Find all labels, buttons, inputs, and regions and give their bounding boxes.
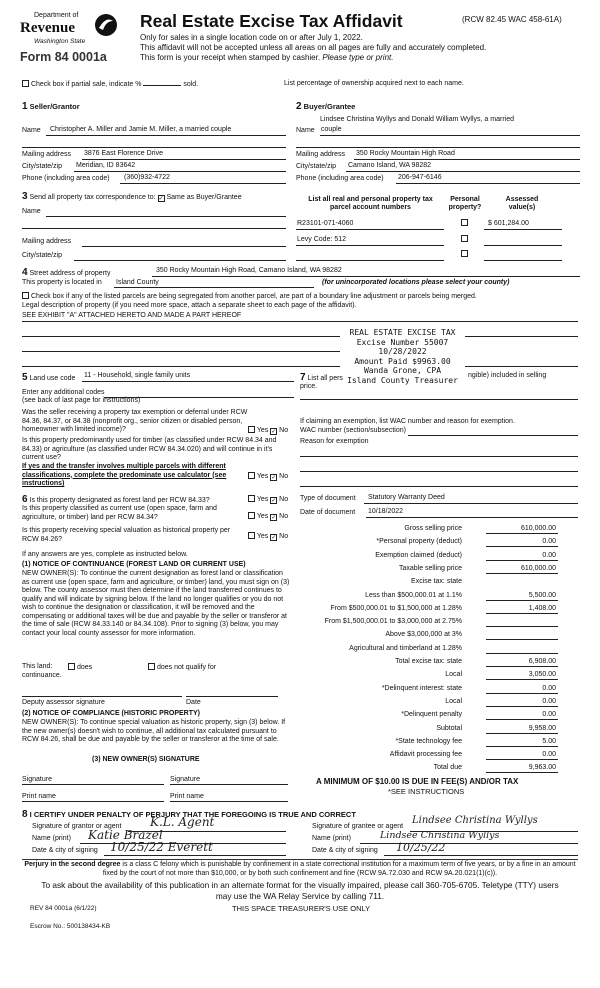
tax-row: [300, 698, 590, 709]
personal-h1: Personal: [450, 196, 480, 203]
q1-yes-checkbox[interactable]: [248, 426, 255, 433]
grantee-sig-label: Signature of grantee or agent: [312, 823, 404, 830]
notice-continuance-text: NEW OWNER(S): To continue the current designation as forest land or classification as current use (open space, farm and agriculture, or timber) land, you must sign on (3) below. The county assessor must then determine if the land transferred continues to qualify and will indicate by signing below. If the land no longer qualifies or you do not wish to continue the designation or classification, it will be removed and the compensating or additional taxes will be due and payable by the seller or transferor at the time of sale (RCW 84.33.140 or 84.34.108). Prior to signing (3) below, you may contact your local county assessor for more information.: [22, 570, 290, 637]
land-use-code-field[interactable]: 11 - Household, single family units: [84, 372, 191, 379]
forest-q3-no-label: No: [279, 533, 289, 540]
tax-row: [300, 685, 590, 696]
tax-row-label: Total due: [433, 764, 462, 772]
seller-mail-field[interactable]: 3876 East Florence Drive: [84, 150, 163, 157]
tax-row-value[interactable]: 0.00: [486, 538, 558, 547]
personal-h2: property?: [448, 204, 482, 212]
tax-row-label: *Delinquent interest: state: [381, 684, 462, 692]
tax-row-value[interactable]: 0.00: [486, 685, 558, 694]
q1-no-checkbox[interactable]: ✓: [271, 429, 277, 435]
tax-row: [300, 578, 590, 589]
personal-property-label: [300, 372, 343, 384]
tax-row-value[interactable]: [486, 578, 558, 586]
seller-phone-label: Phone (including area code): [22, 175, 110, 182]
notice-continuance-heading: (1) NOTICE OF CONTINUANCE (FOREST LAND OR CURRENT USE): [22, 561, 246, 568]
street-label-text: Street address of property: [29, 270, 111, 277]
tax-row: [300, 645, 590, 656]
tax-row: [300, 738, 590, 749]
assessed-h1: Assessed: [505, 196, 539, 203]
header-line3-b: Please type or print.: [322, 53, 394, 62]
tax-row-value[interactable]: [486, 631, 558, 640]
tax-row: [300, 764, 590, 775]
parcel-h1b: parcel account numbers: [330, 204, 411, 212]
stamp-line-6: Island County Treasurer: [347, 375, 458, 385]
county-field[interactable]: Island County: [116, 279, 159, 286]
escrow-number: Escrow No.: 500138434-KB: [30, 923, 111, 930]
tax-row-value[interactable]: 6,908.00: [486, 658, 558, 667]
partial-sale-row: [22, 80, 198, 89]
doesnot-row: [148, 663, 216, 672]
grantor-date-city[interactable]: 10/25/22 Everett: [110, 840, 213, 854]
form-rcw: (RCW 82.45 WAC 458-61A): [462, 15, 562, 24]
tax-row-label: Less than $500,000.01 at 1.1%: [365, 591, 462, 599]
tax-row: [300, 618, 590, 629]
logo-state: Washington State: [34, 38, 86, 45]
seller-heading: [22, 101, 80, 113]
tax-row-value[interactable]: 0.00: [486, 711, 558, 720]
buyer-heading-text: Buyer/Grantee: [303, 102, 356, 111]
grantor-sig-label: Signature of grantor or agent: [32, 823, 122, 830]
forest-q2-yes-label: Yes: [256, 513, 269, 520]
tax-row-value[interactable]: 0.00: [486, 552, 558, 561]
forest-q1-yes[interactable]: [248, 495, 255, 502]
forest-q1-text: Is this property designated as forest land per RCW 84.33?: [29, 497, 210, 504]
wac-number-label: WAC number (section/subsection): [300, 427, 406, 434]
owner-print-label-1: Print name: [22, 793, 56, 800]
tax-row-label: Affidavit processing fee: [389, 751, 462, 759]
parcel-header: [298, 196, 443, 212]
buyer-city-field[interactable]: Camano Island, WA 98282: [348, 162, 432, 169]
tax-row-value[interactable]: [486, 645, 558, 654]
grantee-date-label: Date & city of signing: [312, 847, 378, 854]
levy-code-field[interactable]: Levy Code: 512: [297, 236, 347, 243]
forest-q2: Is this property classified as current use (open space, farm and agriculture, or timber) land per RCW 84.34?: [22, 505, 217, 521]
tax-row-label: Gross selling price: [404, 525, 462, 532]
street-label: [22, 267, 110, 279]
exemption-question: Was the seller receiving a property tax exemption or deferral under RCW 84.36, 84.37, or 84.38 (nonprofit org., senior citizen or disabled person, homeowner with limited income)?: [22, 409, 248, 433]
correspondence-row: [22, 191, 242, 203]
q2-yesno: [248, 472, 288, 481]
corr-num: 3: [22, 191, 28, 202]
forest-q2-yesno: [248, 512, 288, 521]
reason-label: Reason for exemption: [300, 438, 369, 445]
forest-q1-no[interactable]: ✓: [271, 498, 277, 504]
stamp-line-2: Excise Number 55007: [356, 337, 449, 347]
tax-row: [300, 711, 590, 722]
corr-label: Send all property tax correspondence to:: [29, 194, 156, 201]
buyer-mail-label: Mailing address: [296, 151, 346, 158]
personal-property-label-b: ngible) included in selling: [468, 372, 547, 379]
doc-date-label: Date of document: [300, 509, 356, 516]
owner-print-label-2: Print name: [170, 793, 204, 800]
header-line3: [140, 53, 393, 62]
form-number: Form 84 0001a: [20, 50, 107, 64]
forest-q3-no[interactable]: ✓: [271, 535, 277, 541]
doc-type-label: Type of document: [300, 495, 356, 502]
does-not-qualify-checkbox[interactable]: [148, 663, 155, 670]
grantee-name-label: Name (print): [312, 835, 351, 842]
land-use-label: Land use code: [29, 375, 76, 382]
stamp-line-1: REAL ESTATE EXCISE TAX: [349, 328, 456, 337]
parcel-h1: List all real and personal property tax: [308, 196, 433, 203]
tax-row-label: Local: [445, 671, 462, 679]
stamp-line-3: 10/28/2022: [378, 347, 427, 356]
tax-row-label: *Delinquent penalty: [401, 711, 462, 719]
unincorporated-note: (for unincorporated locations please select your county): [322, 279, 510, 286]
doc-date-field[interactable]: 10/18/2022: [368, 508, 404, 515]
stamp-line-4: Amount Paid $9963.00: [354, 356, 451, 366]
exemption-wac-label: If claiming an exemption, list WAC number and reason for exemption.: [300, 418, 515, 425]
alternate-format-note: To ask about the availability of this publication in an alternate format for the visually impaired, please call 360-705-6705. Teletype (TTY) users may use the WA Relay Service by calling 711.: [41, 880, 559, 901]
tax-row: [300, 605, 590, 616]
buyer-name-field-2[interactable]: couple: [321, 126, 342, 133]
located-label: This property is located in: [22, 279, 102, 286]
tax-row-value[interactable]: 0.00: [486, 698, 558, 707]
tax-row-value[interactable]: 3,050.00: [486, 671, 558, 680]
tax-row: [300, 552, 590, 563]
segregated-label: Check box if any of the listed parcels are being segregated from another parcel, are part of a boundary line adjustment or parcels being merged.: [30, 293, 477, 300]
logo-revenue: Revenue: [20, 20, 75, 36]
continuance-label: continuance.: [22, 672, 62, 679]
tax-row-label: From $500,000.01 to $1,500,000 at 1.28%: [330, 604, 462, 612]
owner-signature-label-2: Signature: [170, 776, 200, 783]
perjury-note: [22, 861, 578, 878]
notice-compliance-heading: (2) NOTICE OF COMPLIANCE (HISTORIC PROPERTY): [22, 710, 200, 717]
revenue-logo-icon: [94, 12, 118, 38]
assessed-h2: value(s): [508, 204, 536, 212]
predominate-use-note: If yes and the transfer involves multiple parcels with different classifications, complete the predominate use calculator (see instructions): [22, 463, 227, 487]
certify-label: I CERTIFY UNDER PENALTY OF PERJURY THAT THE FOREGOING IS TRUE AND CORRECT: [29, 810, 356, 819]
does-row: [68, 663, 92, 672]
seller-city-label: City/state/zip: [22, 163, 63, 170]
does-qualify-checkbox[interactable]: [68, 663, 75, 670]
tax-row: [300, 565, 590, 576]
timber-question: Is this property predominantly used for timber (as classified under RCW 84.34 and 84.33) or agriculture (as classified under RCW 84.34.020) and will continue in it's current use?: [22, 437, 277, 461]
buyer-phone-label: Phone (including area code): [296, 175, 384, 182]
tax-row-value[interactable]: 1,408.00: [486, 605, 558, 614]
seller-heading-text: Seller/Grantor: [29, 102, 80, 111]
tax-row: [300, 538, 590, 549]
perjury-text: is a class C felony which is punishable by confinement in a state correctional institution for a maximum term of five years, or by a fine in an amount fixed by the court of not more than $10,000, or by both such confinement and fine (RCW 9A.72.030 and RCW 9A.20.021(1)(c)).: [102, 861, 576, 877]
dor-logo: [18, 10, 128, 70]
land-num: 5: [22, 372, 28, 383]
q1-no-label: No: [279, 427, 289, 434]
same-as-buyer-label: Same as Buyer/Grantee: [166, 194, 242, 201]
new-owner-signature-heading: (3) NEW OWNER(S) SIGNATURE: [92, 756, 200, 763]
this-land-label: This land:: [22, 663, 53, 670]
seller-city-field[interactable]: Meridian, ID 83642: [76, 162, 136, 169]
buyer-mail-field[interactable]: 350 Rocky Mountain High Road: [356, 150, 455, 157]
tax-row-label: *State technology fee: [395, 737, 462, 745]
tax-row-label: Exemption claimed (deduct): [375, 551, 462, 559]
tax-row-label: Agricultural and timberland at 1.28%: [349, 644, 462, 652]
personal-property-checkbox-2[interactable]: [461, 235, 468, 242]
grantor-name-print[interactable]: Katie Brazel: [88, 828, 163, 842]
buyer-phone-field[interactable]: 206-947-6146: [398, 174, 442, 181]
additional-codes-label: Enter any additional codes: [22, 389, 105, 396]
tax-row-value[interactable]: 9,963.00: [486, 764, 558, 773]
minimum-fee-note: A MINIMUM OF $10.00 IS DUE IN FEE(S) AND/OR TAX: [316, 777, 519, 786]
treasurer-use-only: THIS SPACE TREASURER'S USE ONLY: [232, 904, 371, 913]
notice-compliance-text: NEW OWNER(S): To continue special valuation as historic property, sign (3) below. If the new owner(s) doesn't wish to continue, all additional tax calculated pursuant to RCW 84.26, shall be due and payable by the seller or transferor at the time of sale.: [22, 719, 286, 743]
segregated-row: [22, 292, 477, 301]
partial-sale-label: Check box if partial sale, indicate %: [30, 81, 142, 88]
forest-q3-yes[interactable]: [248, 532, 255, 539]
forest-q2-yes[interactable]: [248, 512, 255, 519]
corr-name-label: Name: [22, 208, 41, 215]
seller-num: 1: [22, 101, 28, 112]
perjury-bold: Perjury in the second degree: [24, 861, 121, 868]
see-instructions: *SEE INSTRUCTIONS: [388, 787, 465, 796]
forest-q2-no-label: No: [279, 513, 289, 520]
tax-row-label: Subtotal: [436, 724, 462, 732]
forest-q3-yes-label: Yes: [256, 533, 269, 540]
seller-phone-field[interactable]: (360)932-4722: [124, 174, 170, 181]
q2-yes-label: Yes: [256, 473, 269, 480]
seller-name-field[interactable]: Christopher A. Miller and Jamie M. Miller, a married couple: [50, 126, 232, 133]
forest-q1-yes-label: Yes: [256, 496, 269, 503]
parcel-number-field[interactable]: R23101-071-4060: [297, 220, 354, 227]
grantor-name-label: Name (print): [32, 835, 71, 842]
q2-yes-checkbox[interactable]: [248, 472, 255, 479]
tax-row: [300, 725, 590, 736]
buyer-num: 2: [296, 101, 302, 112]
doc-type-field[interactable]: Statutory Warranty Deed: [368, 494, 445, 501]
header-line1: Only for sales in a single location code on or after July 1, 2022.: [140, 33, 363, 42]
rev-number: REV 84 0001a (6/1/22): [30, 905, 97, 912]
header-line2: This affidavit will not be accepted unless all areas on all pages are fully and accurately completed.: [140, 43, 487, 52]
forest-q2-no[interactable]: ✓: [271, 515, 277, 521]
excise-stamp: [340, 328, 465, 385]
certify-num: 8: [22, 809, 28, 820]
seller-mail-label: Mailing address: [22, 151, 72, 158]
see-back-label: (see back of last page for instructions): [22, 397, 141, 404]
land-use-row: [22, 372, 75, 384]
grantee-name-print[interactable]: Lindsee Christina Wyllys: [380, 830, 500, 841]
form-title: Real Estate Excise Tax Affidavit: [140, 11, 403, 31]
tax-row: [300, 592, 590, 603]
tax-row-value[interactable]: 5.00: [486, 738, 558, 747]
buyer-name-label: Name: [296, 127, 315, 134]
personal-label-a: List all pers: [307, 375, 343, 382]
header-line3-a: This form is your receipt when stamped by cashier.: [140, 53, 321, 62]
tax-row-value[interactable]: 0.00: [486, 751, 558, 760]
tax-row-value[interactable]: [486, 618, 558, 627]
forest-q1-yesno: [248, 495, 288, 504]
partial-sale-checkbox[interactable]: [22, 80, 29, 87]
grantee-date[interactable]: 10/25/22: [396, 841, 446, 854]
tax-row: [300, 631, 590, 642]
tax-row-label: Local: [445, 697, 462, 705]
tax-row-value[interactable]: 610,000.00: [486, 565, 558, 574]
deputy-date-label: Date: [186, 699, 201, 706]
buyer-city-label: City/state/zip: [296, 163, 337, 170]
forest-num: 6: [22, 494, 28, 505]
grantor-signature[interactable]: K.L. Agent: [150, 815, 215, 829]
q1-yesno: [248, 426, 288, 435]
personal-property-label-c: price.: [300, 383, 318, 390]
forest-q1: [22, 494, 210, 506]
same-as-buyer-checkbox[interactable]: ✓: [158, 196, 164, 202]
corr-city-label: City/state/zip: [22, 252, 63, 259]
tax-row-label: *Personal property (deduct): [376, 538, 462, 546]
tax-row-label: Total excise tax: state: [395, 658, 462, 665]
personal-property-checkbox-3[interactable]: [461, 250, 468, 257]
tax-row-label: Excise tax: state: [411, 578, 462, 586]
assessed-header: [492, 196, 552, 212]
seller-name-label: Name: [22, 127, 41, 134]
does-label: does: [76, 664, 93, 671]
assessed-value-field[interactable]: $ 601,284.00: [488, 220, 529, 227]
forest-q3-yesno: [248, 532, 288, 541]
doesnot-label: does not qualify for: [156, 664, 217, 671]
stamp-line-5: Wanda Grone, CPA: [363, 366, 442, 375]
deputy-signature-label: Deputy assessor signature: [22, 699, 105, 706]
if-any-yes: If any answers are yes, complete as instructed below.: [22, 551, 188, 558]
personal-header: [443, 196, 487, 212]
tax-row: [300, 658, 590, 669]
partial-sold-label: sold.: [183, 81, 199, 88]
owner-signature-label-1: Signature: [22, 776, 52, 783]
tax-row-value[interactable]: 610,000.00: [486, 525, 558, 534]
forest-q1-no-label: No: [279, 496, 289, 503]
q2-no-label: No: [279, 473, 289, 480]
street-num: 4: [22, 267, 28, 278]
tax-row-label: From $1,500,000.01 to $3,000,000 at 2.75%: [324, 618, 462, 626]
tax-row: [300, 525, 590, 536]
q2-no-checkbox[interactable]: ✓: [271, 475, 277, 481]
tax-row: [300, 671, 590, 682]
tax-row: [300, 751, 590, 762]
segregated-checkbox[interactable]: [22, 292, 29, 299]
tax-row-label: Above $3,000,000 at 3%: [385, 631, 462, 639]
buyer-heading: [296, 101, 355, 113]
logo-dept: Department of: [34, 12, 79, 19]
personal-num: 7: [300, 372, 306, 383]
forest-q3: Is this property receiving special valuation as historical property per RCW 84.26?: [22, 527, 231, 543]
legal-description-field[interactable]: SEE EXHIBIT "A" ATTACHED HERETO AND MADE A PART HEREOF: [22, 312, 242, 319]
q1-yes-label: Yes: [256, 427, 269, 434]
tax-row-label: Taxable selling price: [398, 564, 462, 572]
personal-property-checkbox-1[interactable]: [461, 219, 468, 226]
list-percentage-note: List percentage of ownership acquired next to each name.: [284, 80, 464, 87]
grantee-signature[interactable]: Lindsee Christina Wyllys: [412, 815, 538, 826]
grantor-date-label: Date & city of signing: [32, 847, 98, 854]
tax-row-value[interactable]: 9,958.00: [486, 725, 558, 734]
legal-desc-label: Legal description of property (if you need more space, attach a separate sheet to each page of the affidavit).: [22, 302, 357, 309]
corr-mail-label: Mailing address: [22, 238, 72, 245]
street-address-field[interactable]: 350 Rocky Mountain High Road, Camano Island, WA 98282: [156, 267, 342, 274]
tax-row-value[interactable]: 5,500.00: [486, 592, 558, 601]
buyer-name-field-1[interactable]: Lindsee Christina Wyllys and Donald William Wyllys, a married: [320, 116, 514, 123]
